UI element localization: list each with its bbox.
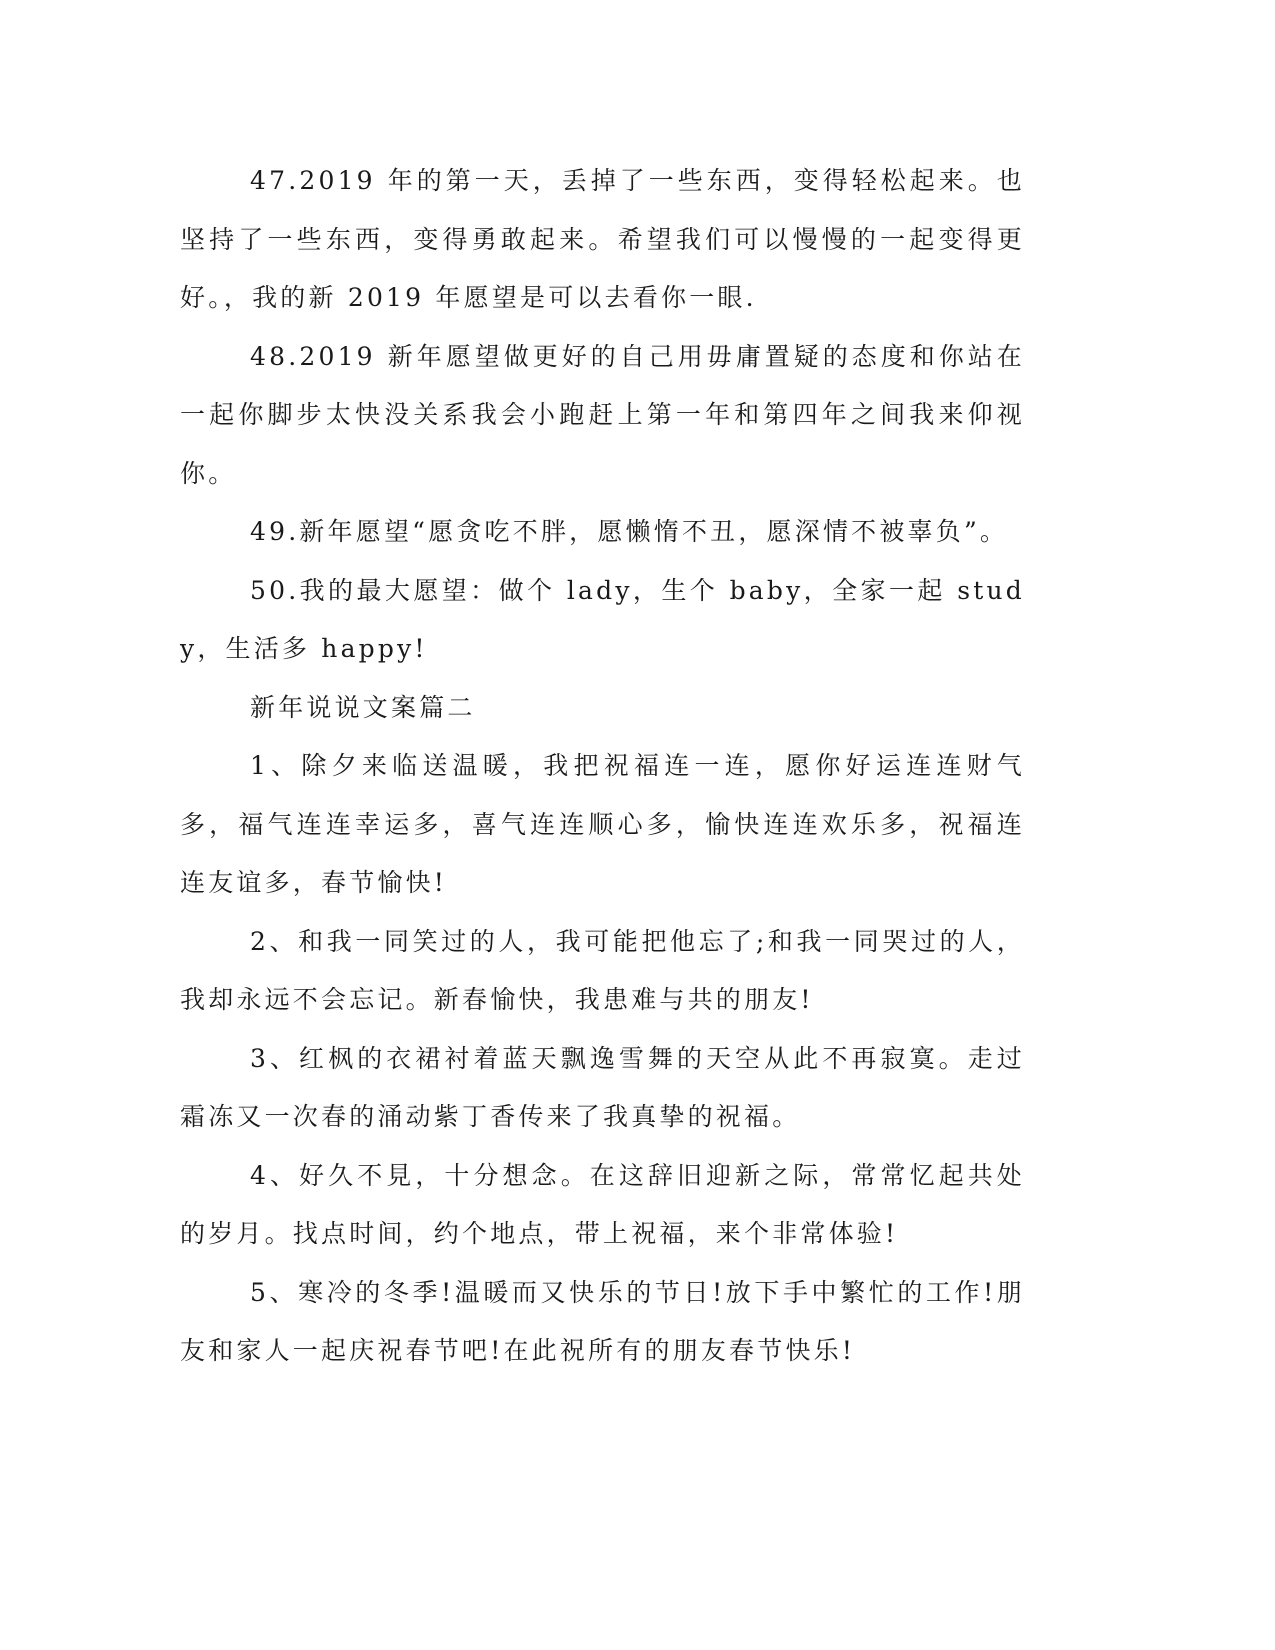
paragraph-item-2: 2、和我一同笑过的人，我可能把他忘了;和我一同哭过的人，我却永远不会忘记。新春愉快，我患难与共的朋友!: [180, 926, 1025, 1014]
paragraph-47: 47.2019 年的第一天，丢掉了一些东西，变得轻松起来。也坚持了一些东西，变得勇敢起来。希望我们可以慢慢的一起变得更好。，我的新 2019 年愿望是可以去看你一眼.: [180, 166, 1025, 312]
document-body: [180, 152, 1025, 1381]
paragraph-50: 50.我的最大愿望：做个 lady，生个 baby，全家一起 study，生活多 happy!: [180, 575, 1025, 663]
paragraph-48: 48.2019 新年愿望做更好的自己用毋庸置疑的态度和你站在一起你脚步太快没关系我会小跑赶上第一年和第四年之间我来仰视你。: [180, 341, 1025, 488]
paragraph-49: 49.新年愿望“愿贪吃不胖，愿懒惰不丑，愿深情不被辜负”。: [250, 517, 1009, 546]
paragraph-item-5: 5、寒冷的冬季!温暖而又快乐的节日!放下手中繁忙的工作!朋友和家人一起庆祝春节吧!在此祝所有的朋友春节快乐!: [180, 1277, 1025, 1365]
paragraph-item-3: 3、红枫的衣裙衬着蓝天飘逸雪舞的天空从此不再寂寞。走过霜冻又一次春的涌动紫丁香传来了我真挚的祝福。: [180, 1043, 1025, 1131]
paragraph-item-4: 4、好久不見，十分想念。在这辞旧迎新之际，常常忆起共处的岁月。找点时间，约个地点，带上祝福，来个非常体验!: [180, 1160, 1025, 1248]
paragraph-item-1: 1、除夕来临送温暖，我把祝福连一连，愿你好运连连财气多，福气连连幸运多，喜气连连顺心多，愉快连连欢乐多，祝福连连友谊多，春节愉快!: [180, 751, 1025, 897]
section-heading: 新年说说文案篇二: [250, 692, 476, 722]
